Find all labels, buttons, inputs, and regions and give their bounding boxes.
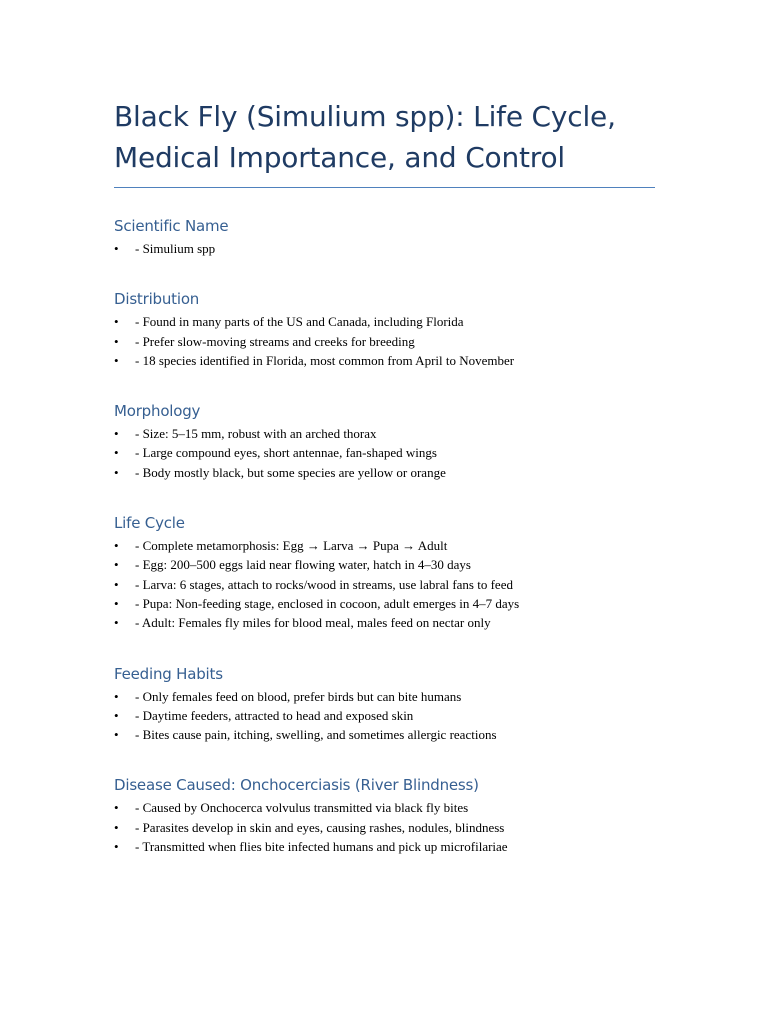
bullet-icon: • [114, 707, 119, 723]
bullet-list [114, 239, 655, 258]
bullet-text: - Complete metamorphosis: Egg → Larva → Pupa → Adult [135, 538, 448, 554]
bullet-icon: • [114, 727, 119, 743]
bullet-list-item [114, 351, 655, 370]
bullet-icon: • [114, 576, 119, 592]
bullet-icon: • [114, 464, 119, 480]
bullet-list-item [114, 575, 655, 594]
bullet-list-item [114, 798, 655, 817]
title-underline-rule [114, 187, 655, 188]
bullet-text: - Adult: Females fly miles for blood meal, males feed on nectar only [135, 615, 491, 631]
section-distribution [114, 289, 655, 370]
bullet-icon: • [114, 538, 119, 554]
bullet-text: - Bites cause pain, itching, swelling, and sometimes allergic reactions [135, 727, 497, 743]
document-body [114, 216, 655, 856]
bullet-icon: • [114, 688, 119, 704]
bullet-text: - Found in many parts of the US and Canada, including Florida [135, 314, 464, 330]
bullet-text: - Transmitted when flies bite infected humans and pick up microfilariae [135, 839, 508, 855]
document-title-line-2: Medical Importance, and Control [114, 141, 566, 174]
bullet-icon: • [114, 241, 119, 256]
bullet-list [114, 312, 655, 370]
section-scientific-name [114, 216, 655, 258]
bullet-list-item [114, 424, 655, 443]
section-heading: Distribution [114, 290, 200, 309]
bullet-list-item [114, 239, 655, 258]
bullet-list-item [114, 687, 655, 706]
bullet-list-item [114, 536, 655, 555]
bullet-list-item [114, 555, 655, 574]
bullet-icon: • [114, 839, 119, 855]
bullet-icon: • [114, 445, 119, 461]
bullet-text: - Only females feed on blood, prefer birds but can bite humans [135, 688, 462, 704]
bullet-text: - Body mostly black, but some species are yellow or orange [135, 464, 446, 480]
section-life-cycle [114, 513, 655, 632]
bullet-icon: • [114, 333, 119, 349]
bullet-list-item [114, 706, 655, 725]
bullet-text: - Large compound eyes, short antennae, fan-shaped wings [135, 445, 437, 461]
bullet-text: - Caused by Onchocerca volvulus transmitted via black fly bites [135, 800, 469, 816]
bullet-text: - Prefer slow-moving streams and creeks for breeding [135, 333, 415, 349]
section-disease-caused-onchocerciasis-river-blindness [114, 775, 655, 856]
bullet-list-item [114, 594, 655, 613]
bullet-icon: • [114, 426, 119, 442]
bullet-icon: • [114, 819, 119, 835]
document-title [114, 96, 655, 178]
bullet-list-item [114, 818, 655, 837]
bullet-text: - Pupa: Non-feeding stage, enclosed in cocoon, adult emerges in 4–7 days [135, 595, 520, 611]
bullet-text: - Egg: 200–500 eggs laid near flowing water, hatch in 4–30 days [135, 557, 471, 573]
bullet-list-item [114, 463, 655, 482]
document-page [114, 96, 655, 856]
bullet-icon: • [114, 595, 119, 611]
section-feeding-habits [114, 664, 655, 745]
bullet-list-item [114, 332, 655, 351]
section-heading: Disease Caused: Onchocerciasis (River Blindness) [114, 776, 479, 795]
bullet-list-item [114, 312, 655, 331]
bullet-icon: • [114, 615, 119, 631]
bullet-list-item [114, 613, 655, 632]
bullet-text: - Larva: 6 stages, attach to rocks/wood in streams, use labral fans to feed [135, 576, 513, 592]
bullet-list-item [114, 443, 655, 462]
bullet-list-item [114, 837, 655, 856]
section-heading: Morphology [114, 402, 201, 421]
bullet-list [114, 424, 655, 482]
bullet-text: - Parasites develop in skin and eyes, causing rashes, nodules, blindness [135, 819, 505, 835]
bullet-list [114, 687, 655, 745]
bullet-icon: • [114, 314, 119, 330]
section-heading: Life Cycle [114, 514, 185, 533]
document-title-line-1: Black Fly (Simulium spp): Life Cycle, [114, 100, 616, 133]
bullet-icon: • [114, 352, 119, 368]
section-heading: Scientific Name [114, 217, 229, 235]
bullet-text: - 18 species identified in Florida, most common from April to November [135, 352, 515, 368]
section-morphology [114, 401, 655, 482]
bullet-list [114, 798, 655, 856]
bullet-icon: • [114, 557, 119, 573]
bullet-icon: • [114, 800, 119, 816]
section-heading: Feeding Habits [114, 664, 223, 683]
bullet-text: - Size: 5–15 mm, robust with an arched thorax [135, 426, 377, 442]
bullet-text: - Simulium spp [135, 241, 216, 256]
bullet-text: - Daytime feeders, attracted to head and exposed skin [135, 707, 414, 723]
bullet-list [114, 536, 655, 632]
bullet-list-item [114, 725, 655, 744]
